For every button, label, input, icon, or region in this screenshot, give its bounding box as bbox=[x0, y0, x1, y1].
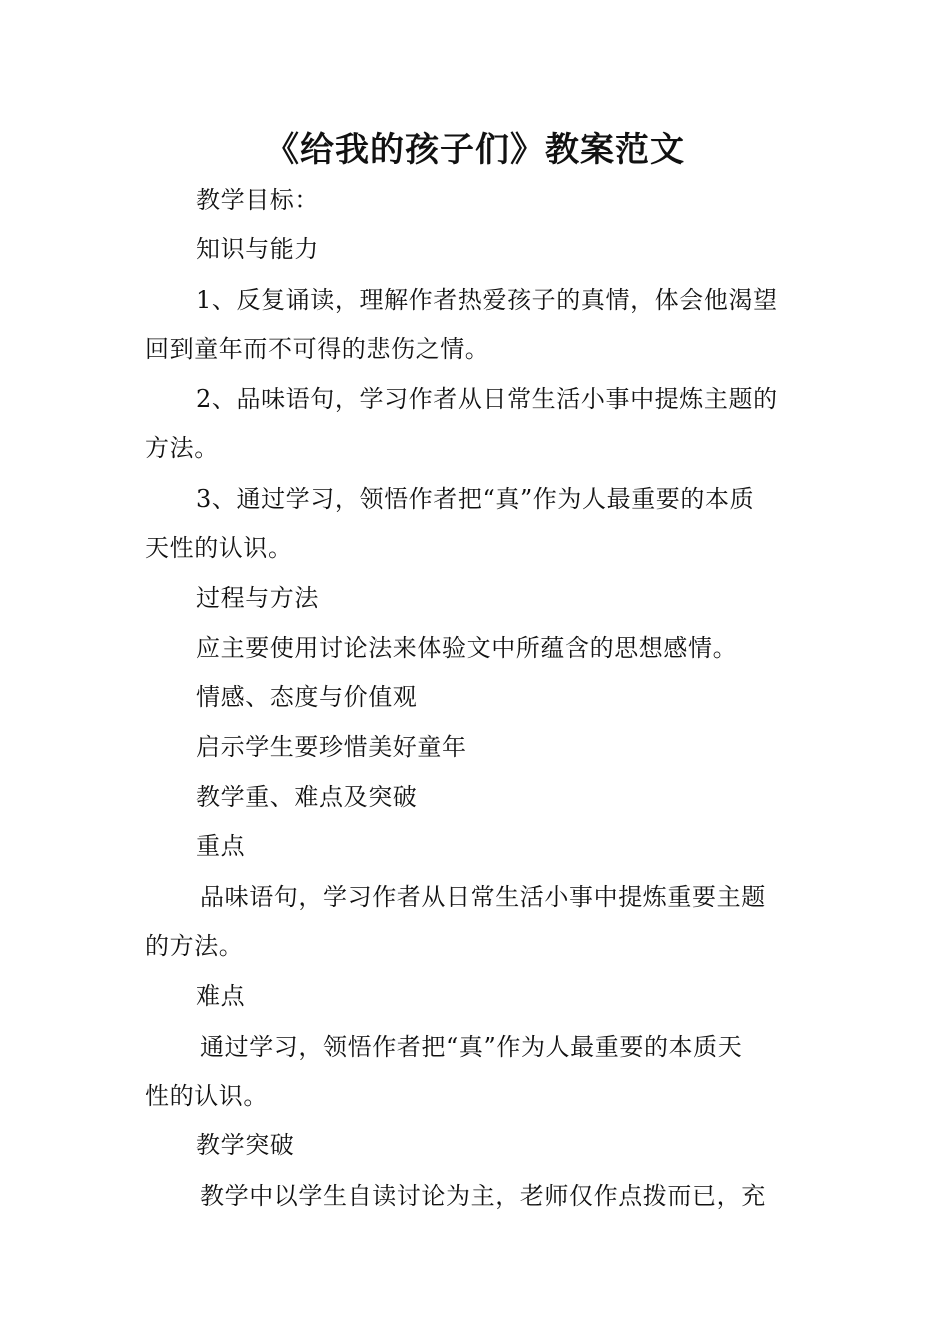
paragraph-line: 启示学生要珍惜美好童年 bbox=[196, 733, 467, 761]
paragraph-line: 方法。 bbox=[145, 434, 219, 462]
paragraph-line: 品味语句，学习作者从日常生活小事中提炼重要主题 bbox=[200, 883, 766, 911]
paragraph-line: 2、品味语句，学习作者从日常生活小事中提炼主题的 bbox=[196, 385, 778, 413]
subheading-teaching-breakthrough: 教学突破 bbox=[196, 1131, 295, 1159]
paragraph-line: 1、反复诵读，理解作者热爱孩子的真情，体会他渴望 bbox=[196, 286, 778, 314]
subheading-knowledge-ability: 知识与能力 bbox=[196, 235, 319, 263]
subheading-process-method: 过程与方法 bbox=[196, 584, 319, 612]
paragraph-line: 性的认识。 bbox=[145, 1082, 268, 1110]
paragraph-line: 3、通过学习，领悟作者把“真”作为人最重要的本质 bbox=[196, 485, 755, 513]
paragraph-line: 回到童年而不可得的悲伤之情。 bbox=[145, 335, 490, 363]
subheading-difficult-point: 难点 bbox=[196, 982, 246, 1010]
paragraph-line: 的方法。 bbox=[145, 932, 244, 960]
paragraph-line: 应主要使用讨论法来体验文中所蕴含的思想感情。 bbox=[196, 634, 738, 662]
subheading-key-difficult: 教学重、难点及突破 bbox=[196, 783, 418, 811]
subheading-key-point: 重点 bbox=[196, 832, 246, 860]
heading-teaching-goals: 教学目标： bbox=[196, 186, 319, 214]
paragraph-line: 通过学习，领悟作者把“真”作为人最重要的本质天 bbox=[200, 1033, 743, 1061]
paragraph-line: 天性的认识。 bbox=[145, 534, 293, 562]
paragraph-line: 教学中以学生自读讨论为主，老师仅作点拨而已，充 bbox=[200, 1182, 766, 1210]
subheading-emotion-values: 情感、态度与价值观 bbox=[196, 683, 418, 711]
document-title: 《给我的孩子们》教案范文 bbox=[265, 130, 685, 170]
